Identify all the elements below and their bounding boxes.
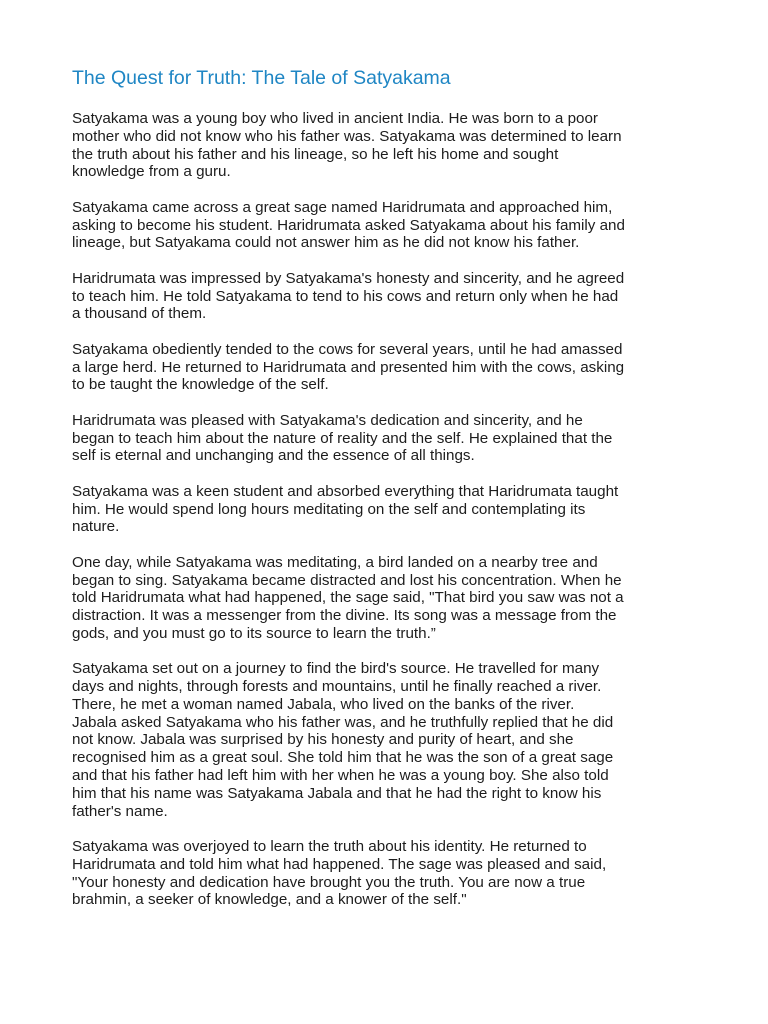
paragraph: One day, while Satyakama was meditating, a bird landed on a nearby tree and began to sing. Satyakama became distracted and lost his concentration. When he told Haridrumata what had happened, the sage said, "That bird you saw was not a distraction. It was a messenger from the divine. Its song was a message from the gods, and you must go to its source to learn the truth.” bbox=[72, 553, 624, 642]
paragraph: Satyakama set out on a journey to find the bird's source. He travelled for many days and nights, through forests and mountains, until he finally reached a river. There, he met a woman named Jabala, who lived on the banks of the river. Jabala asked Satyakama who his father was, and he truthfully replied that he did not know. Jabala was surprised by his honesty and purity of heart, and she recognised him as a great soul. She told him that he was the son of a great sage and that his father had left him with her when he was a young boy. She also told him that his name was Satyakama Jabala and that he had the right to know his father's name. bbox=[72, 660, 614, 820]
paragraph: Satyakama was overjoyed to learn the truth about his identity. He returned to Haridrumata and told him what had happened. The sage was pleased and said, "Your honesty and dedication have brought you the truth. You are now a true brahmin, a seeker of knowledge, and a knower of the self." bbox=[72, 838, 607, 909]
paragraph: Haridrumata was impressed by Satyakama's honesty and sincerity, and he agreed to teach him. He told Satyakama to tend to his cows and return only when he had a thousand of them. bbox=[72, 269, 625, 323]
paragraph: Satyakama was a young boy who lived in ancient India. He was born to a poor mother who did not know who his father was. Satyakama was determined to learn the truth about his father and his lineage, so he left his home and sought knowledge from a guru. bbox=[72, 110, 622, 181]
paragraph: Satyakama was a keen student and absorbed everything that Haridrumata taught him. He would spend long hours meditating on the self and contemplating its nature. bbox=[72, 482, 619, 536]
paragraph: Satyakama came across a great sage named Haridrumata and approached him, asking to become his student. Haridrumata asked Satyakama about his family and lineage, but Satyakama could not answer him as he did not know his father. bbox=[72, 198, 625, 252]
paragraph: Satyakama obediently tended to the cows for several years, until he had amassed a large herd. He returned to Haridrumata and presented him with the cows, asking to be taught the knowledge of the self. bbox=[72, 340, 625, 394]
document-body bbox=[72, 110, 722, 927]
paragraph: Haridrumata was pleased with Satyakama's dedication and sincerity, and he began to teach him about the nature of reality and the self. He explained that the self is eternal and unchanging and the essence of all things. bbox=[72, 411, 613, 465]
document-title: The Quest for Truth: The Tale of Satyakama bbox=[72, 67, 451, 89]
